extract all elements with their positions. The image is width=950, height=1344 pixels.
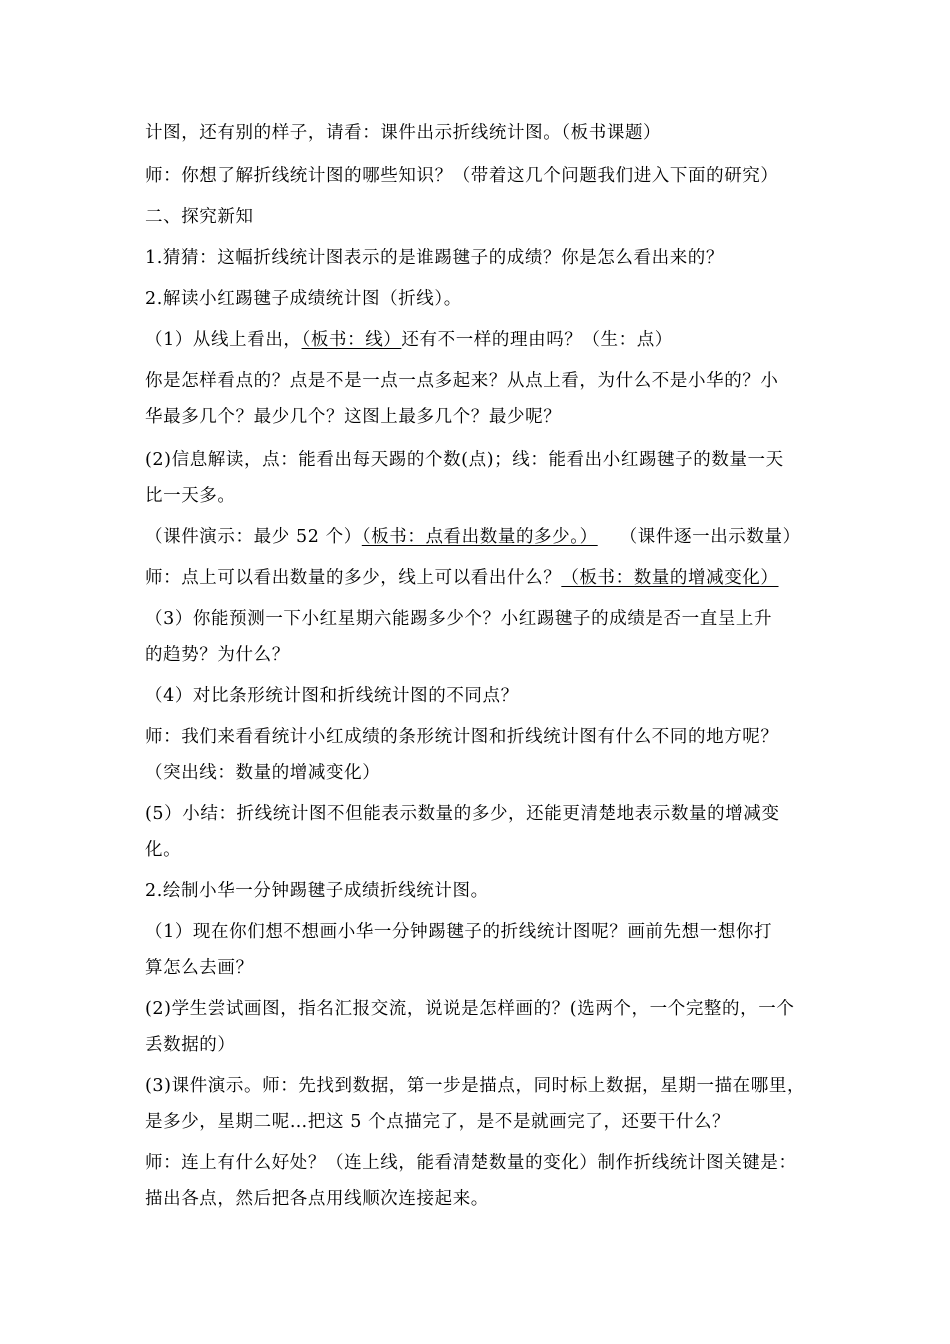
text-segment: 师：点上可以看出数量的多少，线上可以看出什么？ [145, 568, 562, 588]
text-line [145, 566, 815, 590]
text-line: (5）小结：折线统计图不但能表示数量的多少，还能更清楚地表示数量的增减变 [145, 804, 780, 824]
text-segment: （1）从线上看出， [145, 330, 302, 350]
text-line: 你是怎样看点的？点是不是一点一点多起来？从点上看，为什么不是小华的？小 [145, 371, 779, 391]
text-segment: （课件演示：最少 52 个） [145, 527, 362, 547]
text-line: 描出各点，然后把各点用线顺次连接起来。 [145, 1189, 489, 1209]
text-line: 化。 [145, 840, 182, 860]
text-line [145, 525, 815, 549]
text-line: (3)课件演示。师：先找到数据，第一步是描点，同时标上数据，星期一描在哪里， [145, 1076, 806, 1096]
text-line: 比一天多。 [145, 486, 236, 506]
text-line: 算怎么去画？ [145, 958, 254, 978]
text-line: 师：连上有什么好处？（连上线，能看清楚数量的变化）制作折线统计图关键是： [145, 1153, 797, 1173]
underlined-note: （板书：数量的增减变化） [561, 568, 779, 588]
text-line: （突出线：数量的增减变化） [145, 763, 381, 783]
text-line: 师：你想了解折线统计图的哪些知识？（带着这几个问题我们进入下面的研究） [145, 166, 779, 186]
text-line: 2.解读小红踢毽子成绩统计图（折线）。 [145, 289, 462, 309]
text-line: 师：我们来看看统计小红成绩的条形统计图和折线统计图有什么不同的地方呢？ [145, 727, 779, 747]
underlined-note: （板书：点看出数量的多少。） [361, 527, 598, 547]
text-segment: 还有不一样的理由吗？（生：点） [401, 330, 673, 350]
text-line: 的趋势？为什么？ [145, 645, 290, 665]
text-line [145, 328, 815, 352]
text-line: (2)信息解读，点：能看出每天踢的个数(点)；线：能看出小红踢毽子的数量一天 [145, 450, 784, 470]
text-line: 2.绘制小华一分钟踢毽子成绩折线统计图。 [145, 881, 489, 901]
text-line: （4）对比条形统计图和折线统计图的不同点？ [145, 686, 519, 706]
text-line: (2)学生尝试画图，指名汇报交流，说说是怎样画的？(选两个，一个完整的，一个 [145, 999, 795, 1019]
text-line: 1.猜猜：这幅折线统计图表示的是谁踢毽子的成绩？你是怎么看出来的？ [145, 248, 724, 268]
text-line: 计图，还有别的样子，请看：课件出示折线统计图。（板书课题） [145, 123, 662, 143]
text-line: 是多少，星期二呢…把这 5 个点描完了，是不是就画完了，还要干什么？ [145, 1112, 731, 1132]
text-line: （1）现在你们想不想画小华一分钟踢毽子的折线统计图呢？画前先想一想你打 [145, 922, 773, 942]
underlined-note: （板书：线） [301, 330, 402, 350]
text-line: （3）你能预测一下小红星期六能踢多少个？小红踢毽子的成绩是否一直呈上升 [145, 609, 773, 629]
text-line: 华最多几个？最少几个？这图上最多几个？最少呢？ [145, 407, 562, 427]
section-heading: 二、探究新知 [145, 207, 254, 227]
text-segment: （课件逐一出示数量） [619, 527, 801, 547]
text-line: 丢数据的） [145, 1035, 236, 1055]
